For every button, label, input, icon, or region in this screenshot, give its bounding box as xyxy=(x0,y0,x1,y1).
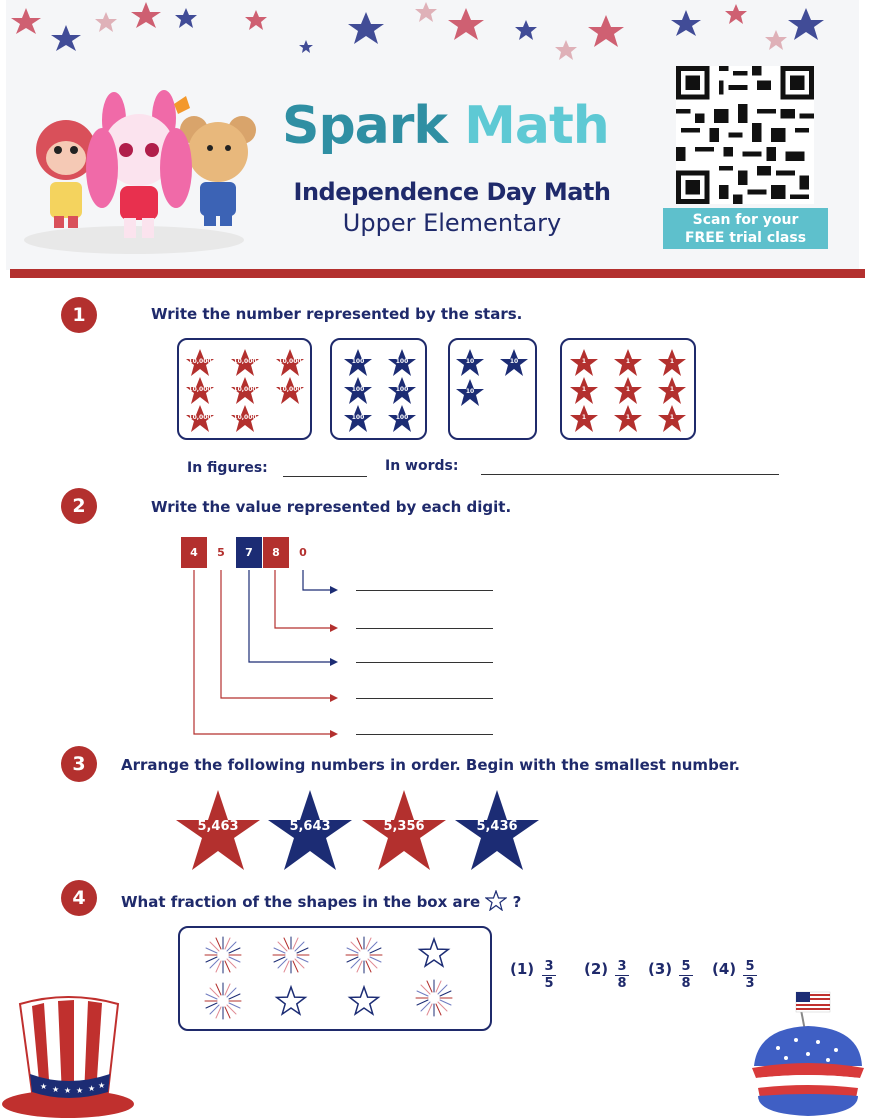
question-2-prompt: Write the value represented by each digit. xyxy=(151,498,512,516)
worksheet-title: Independence Day Math xyxy=(293,178,611,206)
svg-text:★: ★ xyxy=(76,1086,84,1095)
hundreds-value-answer-line[interactable] xyxy=(356,662,493,663)
star-value: 100 xyxy=(395,358,409,365)
tens-value-answer-line[interactable] xyxy=(356,628,493,629)
number-star-3 xyxy=(362,790,446,870)
star-value: 10,000 xyxy=(233,414,257,421)
star-1 xyxy=(569,404,599,434)
question-1-badge: 1 xyxy=(61,297,97,333)
star-value: 1 xyxy=(669,386,675,393)
in-words-label: In words: xyxy=(385,458,459,474)
star-1 xyxy=(613,348,643,378)
star-value: 1 xyxy=(581,386,587,393)
star-group-ones xyxy=(560,338,696,440)
star-value: 100 xyxy=(395,386,409,393)
star-value: 1 xyxy=(625,386,631,393)
star-1 xyxy=(657,376,687,406)
star-value: 1 xyxy=(625,358,631,365)
star-group-tens xyxy=(448,338,537,440)
star-value: 1 xyxy=(669,358,675,365)
number-star-value: 5,356 xyxy=(383,819,425,834)
firework-icon xyxy=(205,983,241,1019)
star-10000 xyxy=(275,348,305,378)
choice-2-label[interactable]: (2) xyxy=(584,960,609,978)
number-star-value: 5,436 xyxy=(476,819,518,834)
header-divider xyxy=(10,269,865,278)
firework-icon xyxy=(273,937,309,973)
star-group-ten-thousands xyxy=(177,338,312,440)
star-value: 10,000 xyxy=(233,358,257,365)
star-value: 10 xyxy=(509,358,519,365)
star-value: 10,000 xyxy=(188,386,212,393)
star-value: 100 xyxy=(395,414,409,421)
star-value: 1 xyxy=(581,414,587,421)
place-value-arrows xyxy=(180,568,500,742)
ones-value-answer-line[interactable] xyxy=(356,590,493,591)
firework-icon xyxy=(205,937,241,973)
digit-ones: 0 xyxy=(299,546,307,559)
star-value: 100 xyxy=(351,386,365,393)
star-1 xyxy=(569,348,599,378)
choice-2-numerator: 3 xyxy=(617,959,627,974)
patriotic-burger-illustration xyxy=(748,988,868,1118)
star-100 xyxy=(343,404,373,434)
svg-text:★: ★ xyxy=(40,1082,48,1091)
number-star-2 xyxy=(268,790,352,870)
brand-word-spark: Spark xyxy=(282,96,447,156)
question-4-prompt-end: ? xyxy=(512,893,522,911)
star-10000 xyxy=(275,376,305,406)
star-value: 10,000 xyxy=(188,414,212,421)
choice-1-fraction[interactable] xyxy=(542,960,556,991)
star-100 xyxy=(387,404,417,434)
number-star-value: 5,643 xyxy=(289,819,331,834)
star-outline-icon xyxy=(350,987,379,1014)
choice-3-denominator: 8 xyxy=(681,976,691,991)
star-value: 1 xyxy=(669,414,675,421)
star-1 xyxy=(569,376,599,406)
star-value: 100 xyxy=(351,358,365,365)
star-outline-icon xyxy=(277,987,306,1014)
number-star-4 xyxy=(455,790,539,870)
question-2-badge: 2 xyxy=(61,488,97,524)
number-star-1 xyxy=(176,790,260,870)
star-10 xyxy=(499,348,529,378)
choice-1-label[interactable]: (1) xyxy=(510,960,535,978)
in-figures-answer-line[interactable] xyxy=(283,476,367,477)
star-value: 10,000 xyxy=(233,386,257,393)
qr-cta-line2: FREE trial class xyxy=(684,230,807,246)
choice-4-numerator: 5 xyxy=(745,959,755,974)
star-group-hundreds xyxy=(330,338,427,440)
star-value: 1 xyxy=(625,414,631,421)
digit-ten-thousands: 4 xyxy=(181,537,207,568)
choice-2-fraction[interactable] xyxy=(615,960,629,991)
star-value: 10,000 xyxy=(278,386,302,393)
star-1 xyxy=(613,376,643,406)
grade-level: Upper Elementary xyxy=(342,209,562,237)
qr-code[interactable] xyxy=(676,66,814,204)
star-value: 10 xyxy=(465,358,475,365)
choice-4-fraction[interactable] xyxy=(743,960,757,991)
qr-call-to-action[interactable] xyxy=(663,208,828,249)
question-4-prompt xyxy=(121,890,521,911)
brand-word-math: Math xyxy=(464,96,609,156)
brand-logo-text xyxy=(282,96,609,156)
svg-text:★: ★ xyxy=(98,1081,106,1090)
star-10000 xyxy=(230,376,260,406)
star-100 xyxy=(343,376,373,406)
shapes-grid xyxy=(178,926,492,1031)
digit-hundreds: 7 xyxy=(236,537,262,568)
star-10000 xyxy=(185,348,215,378)
ten-thousands-value-answer-line[interactable] xyxy=(356,734,493,735)
star-value: 10,000 xyxy=(278,358,302,365)
question-4-prompt-text: What fraction of the shapes in the box are xyxy=(121,893,481,911)
firework-icon xyxy=(346,937,382,973)
star-1 xyxy=(657,404,687,434)
svg-text:★: ★ xyxy=(64,1086,72,1095)
outline-star-icon xyxy=(485,890,507,911)
uncle-sam-hat-illustration xyxy=(0,996,140,1118)
svg-text:★: ★ xyxy=(88,1084,96,1093)
question-3-prompt: Arrange the following numbers in order. Begin with the smallest number. xyxy=(121,756,740,774)
qr-cta-line1: Scan for your xyxy=(692,212,799,228)
star-100 xyxy=(387,348,417,378)
star-10000 xyxy=(185,404,215,434)
star-10 xyxy=(455,348,485,378)
star-100 xyxy=(387,376,417,406)
star-value: 10 xyxy=(465,388,475,395)
star-1 xyxy=(613,404,643,434)
digit-tens: 8 xyxy=(263,537,289,568)
choice-1-numerator: 3 xyxy=(544,959,554,974)
choice-3-numerator: 5 xyxy=(681,959,691,974)
mascot-characters-illustration xyxy=(14,90,260,260)
digit-thousands: 5 xyxy=(217,546,225,559)
star-value: 1 xyxy=(581,358,587,365)
question-3-badge: 3 xyxy=(61,746,97,782)
star-10 xyxy=(455,378,485,408)
star-value: 100 xyxy=(351,414,365,421)
star-100 xyxy=(343,348,373,378)
svg-text:★: ★ xyxy=(52,1085,60,1094)
question-1-prompt: Write the number represented by the stars. xyxy=(151,305,523,323)
firework-icon xyxy=(416,980,452,1016)
star-10000 xyxy=(230,404,260,434)
star-1 xyxy=(657,348,687,378)
choice-2-denominator: 8 xyxy=(617,976,627,991)
star-value: 10,000 xyxy=(188,358,212,365)
question-4-badge: 4 xyxy=(61,880,97,916)
choice-1-denominator: 5 xyxy=(544,976,554,991)
in-words-answer-line[interactable] xyxy=(481,474,779,475)
choice-3-fraction[interactable] xyxy=(679,960,693,991)
star-10000 xyxy=(230,348,260,378)
choice-3-label[interactable]: (3) xyxy=(648,960,673,978)
star-10000 xyxy=(185,376,215,406)
in-figures-label: In figures: xyxy=(187,460,268,476)
choice-4-denominator: 3 xyxy=(745,976,755,991)
number-star-value: 5,463 xyxy=(197,819,239,834)
choice-4-label[interactable]: (4) xyxy=(712,960,737,978)
thousands-value-answer-line[interactable] xyxy=(356,698,493,699)
star-outline-icon xyxy=(420,939,449,966)
